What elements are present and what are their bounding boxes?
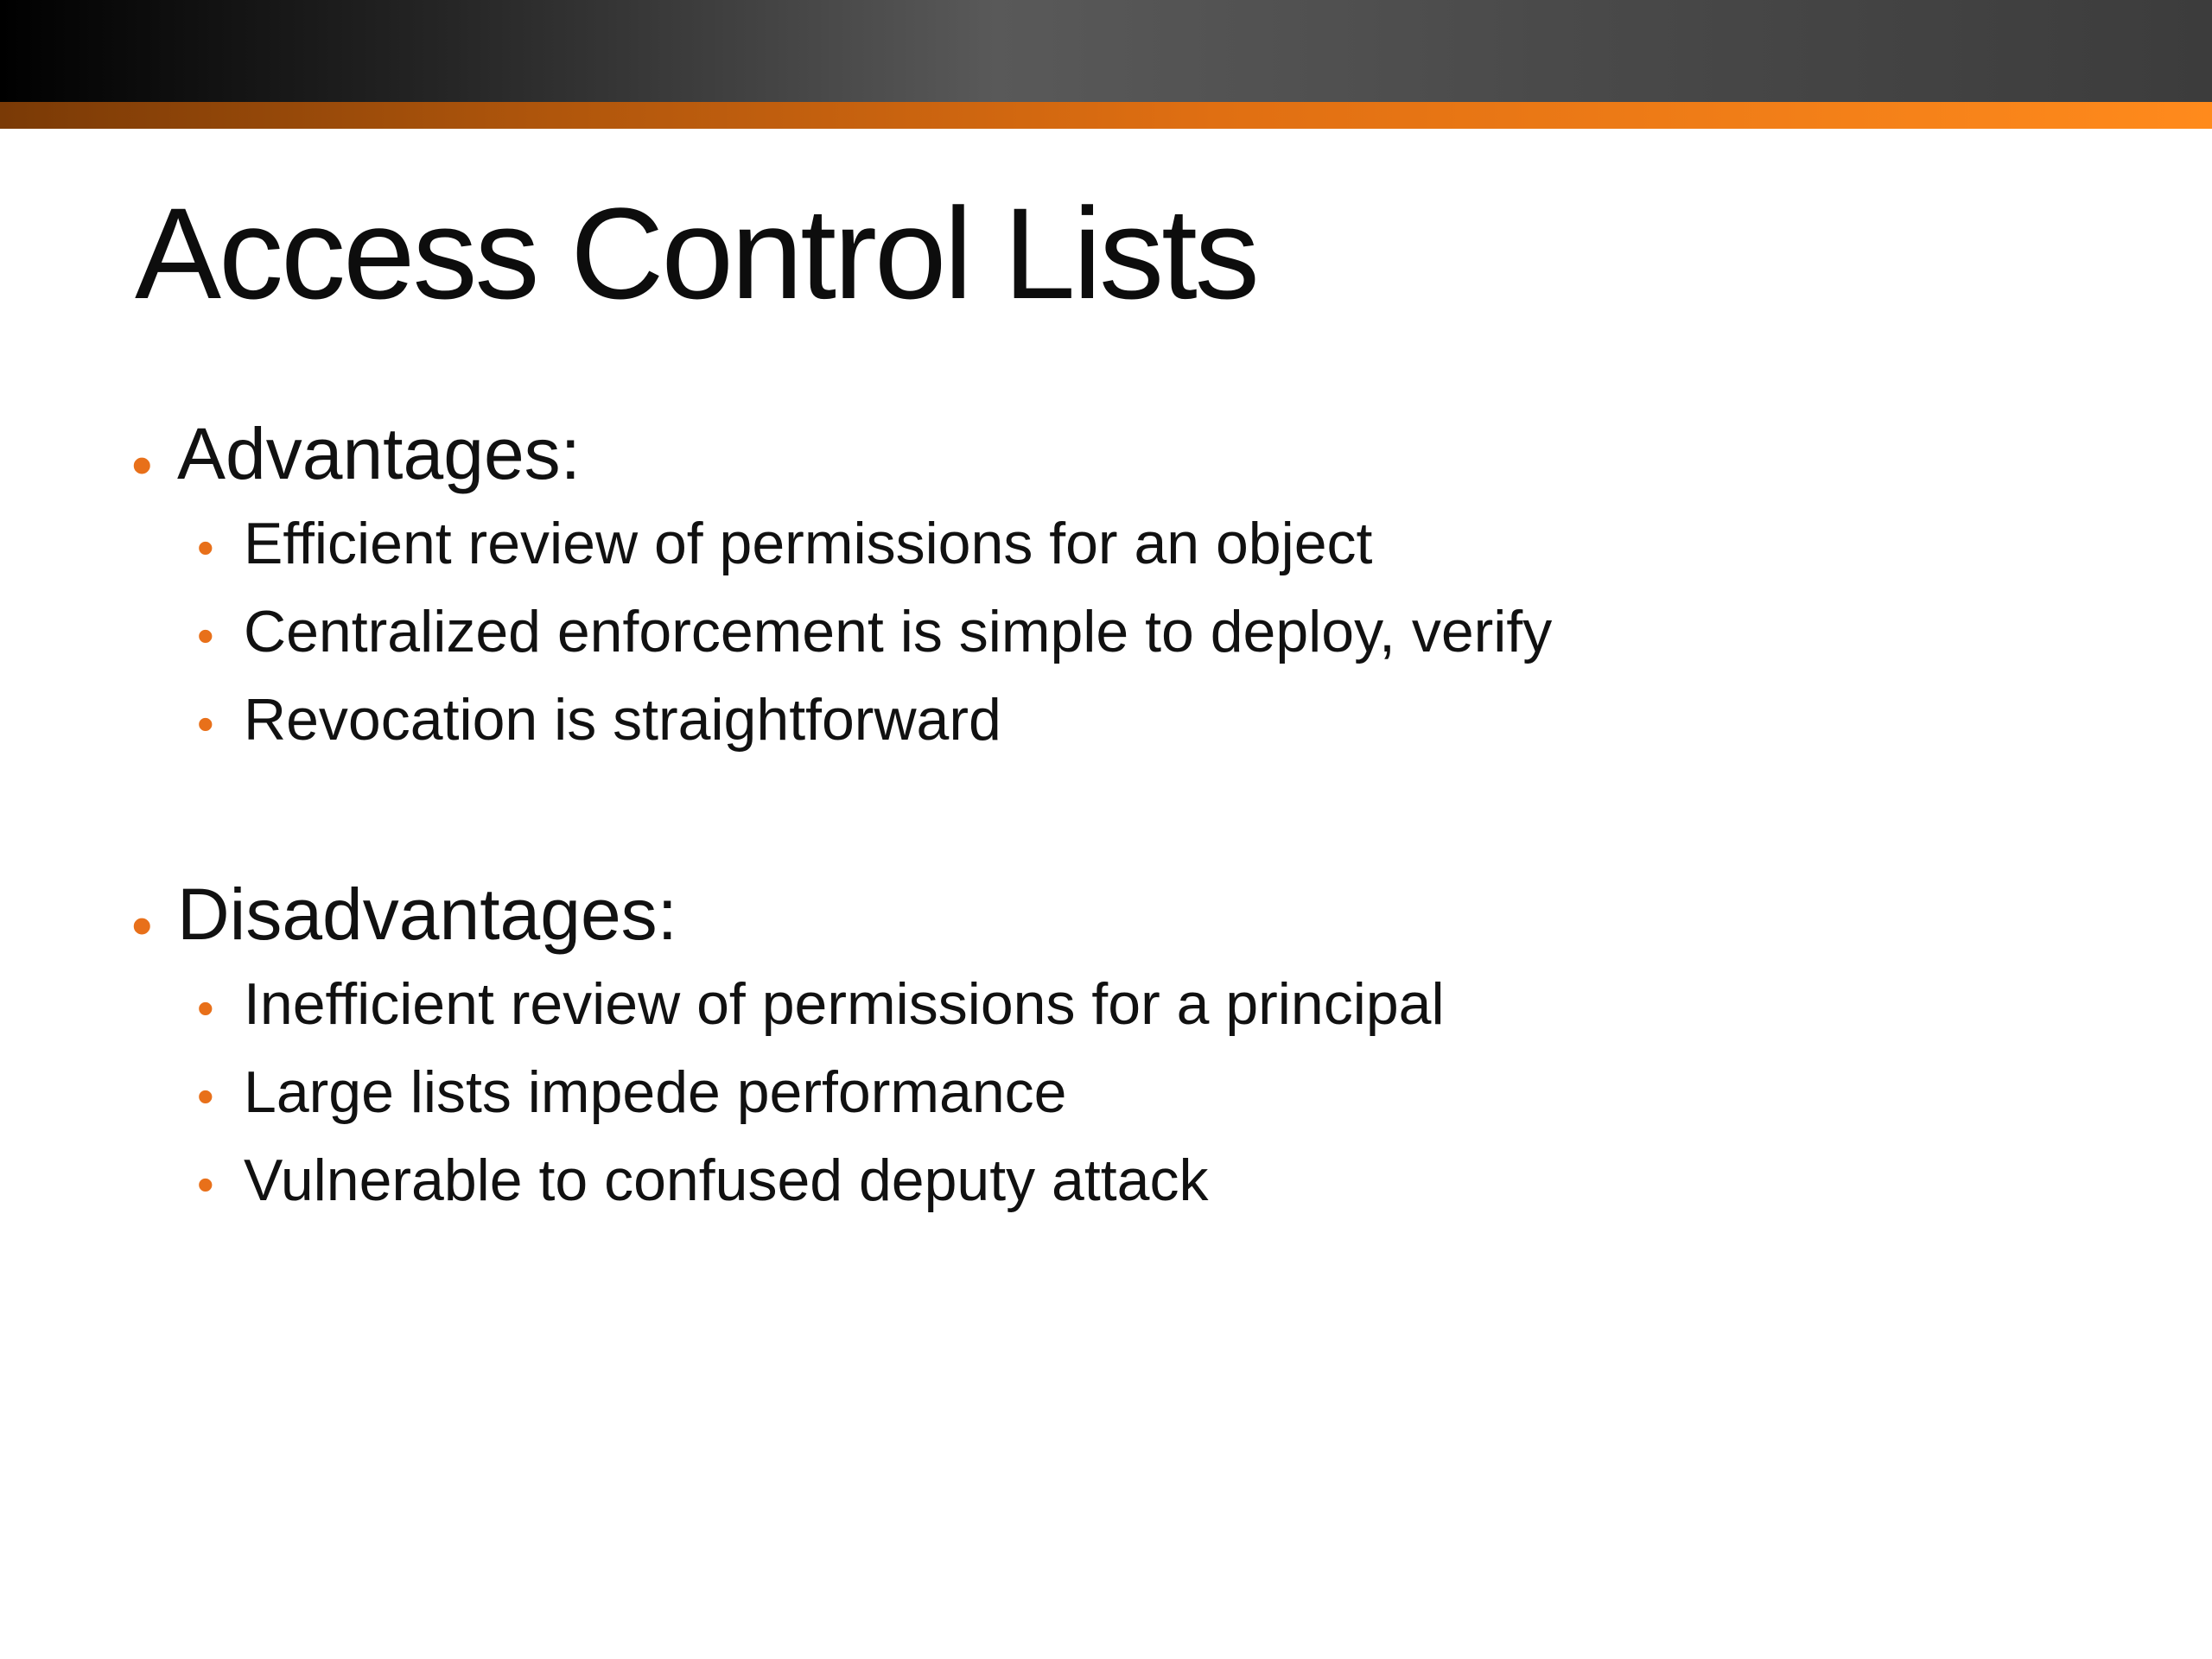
list-item xyxy=(0,849,2212,962)
list-item xyxy=(0,677,2212,766)
list-item-text: Large lists impede performance xyxy=(244,1059,1067,1125)
bullet-icon: • xyxy=(131,431,153,499)
accent-bar xyxy=(0,102,2212,129)
section-heading: Advantages: xyxy=(177,413,582,494)
list-item-text: Efficient review of permissions for an object xyxy=(244,511,1373,576)
bullet-icon: • xyxy=(197,981,214,1035)
list-item-text: Revocation is straightforward xyxy=(244,687,1001,753)
slide-title: Access Control Lists xyxy=(135,181,1257,326)
list-item xyxy=(0,501,2212,589)
disadvantages-section xyxy=(0,849,2212,1226)
bullet-icon: • xyxy=(197,608,214,663)
bullet-icon: • xyxy=(131,892,153,959)
list-item xyxy=(0,962,2212,1050)
bullet-icon: • xyxy=(197,1157,214,1211)
list-item xyxy=(0,1138,2212,1226)
list-item-text: Vulnerable to confused deputy attack xyxy=(244,1147,1209,1213)
header-bar xyxy=(0,0,2212,102)
bullet-icon: • xyxy=(197,520,214,575)
list-item xyxy=(0,389,2212,501)
list-item-text: Inefficient review of permissions for a principal xyxy=(244,971,1445,1037)
list-item-text: Centralized enforcement is simple to deploy, verify xyxy=(244,599,1553,664)
bullet-icon: • xyxy=(197,1069,214,1123)
advantages-section xyxy=(0,389,2212,766)
list-item xyxy=(0,589,2212,677)
list-item xyxy=(0,1050,2212,1138)
bullet-icon: • xyxy=(197,696,214,751)
section-heading: Disadvantages: xyxy=(177,874,678,955)
